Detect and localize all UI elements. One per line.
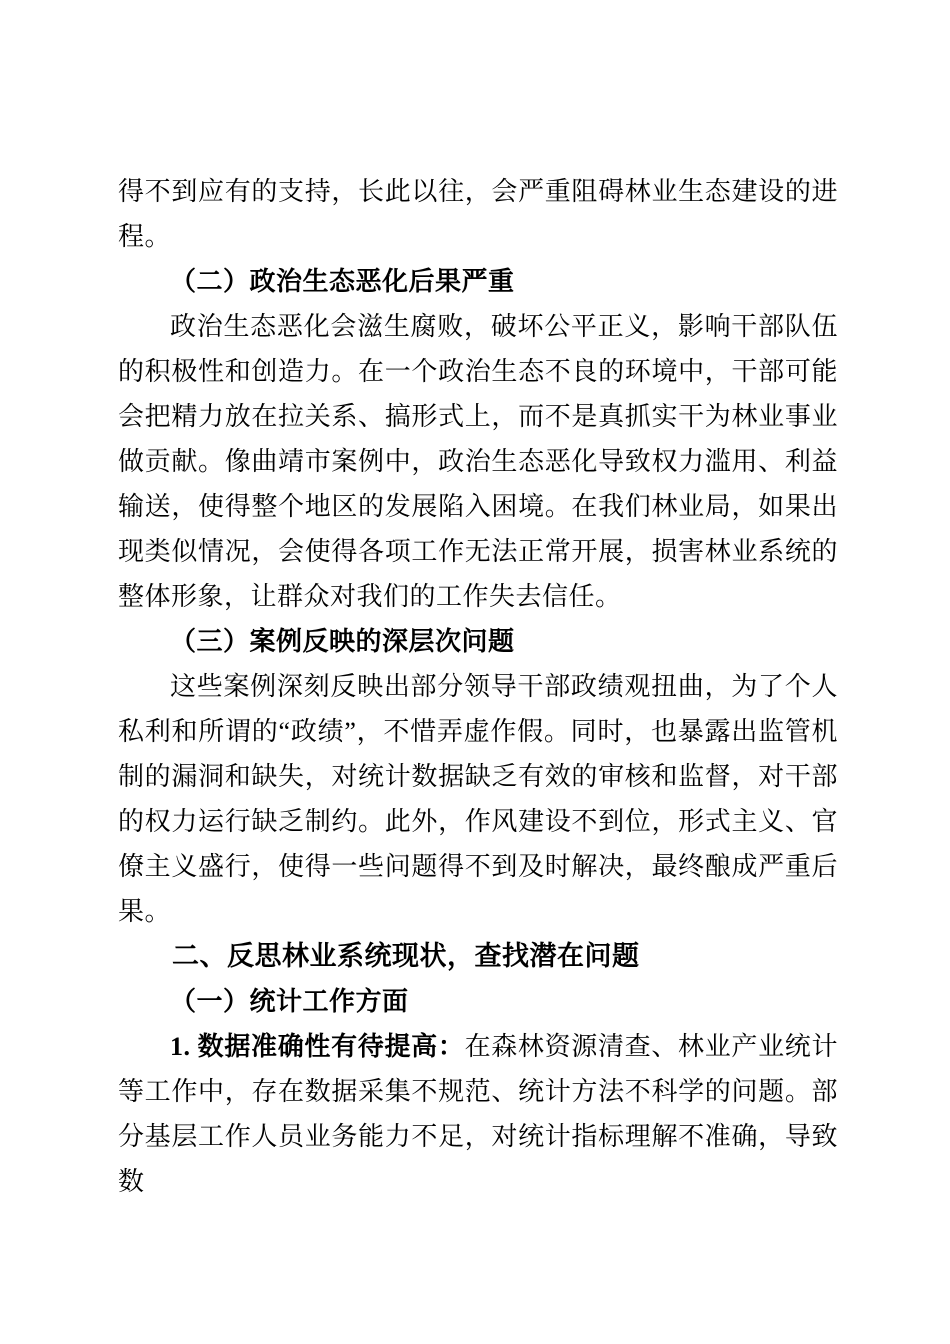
body-paragraph-deep-issues: 这些案例深刻反映出部分领导干部政绩观扭曲，为了个人私利和所谓的“政绩”，不惜弄虚作假。同时，也暴露出监管机制的漏洞和缺失，对统计数据缺乏有效的审核和监督，对干部的权力运行缺乏制约。此外，作风建设不到位，形式主义、官僚主义盛行，使得一些问题得不到及时解决，最终酿成严重后果。 [118,672,838,926]
numbered-item-text: 在森林资源清查、林业产业统计等工作中，存在数据采集不规范、统计方法不科学的问题。部分基层工作人员业务能力不足，对统计指标理解不准确，导致数 [118,1032,838,1196]
section-heading-part-two: 二、反思林业系统现状，查找潜在问题 [172,941,640,971]
subsection-heading-3: （三）案例反映的深层次问题 [170,627,515,656]
subsection-heading-2: （二）政治生态恶化后果严重 [170,267,515,296]
numbered-item-lead: 1. 数据准确性有待提高： [170,1032,465,1061]
numbered-item-1 [118,1024,838,1204]
body-paragraph-political-ecology: 政治生态恶化会滋生腐败，破坏公平正义，影响干部队伍的积极性和创造力。在一个政治生态不良的环境中，干部可能会把精力放在拉关系、搞形式上，而不是真抓实干为林业事业做贡献。像曲靖市案例中，政治生态恶化导致权力滥用、利益输送，使得整个地区的发展陷入困境。在我们林业局，如果出现类似情况，会使得各项工作无法正常开展，损害林业系统的整体形象，让群众对我们的工作失去信任。 [118,312,838,611]
subsection-heading-1: （一）统计工作方面 [170,987,409,1016]
paragraph-continuation: 得不到应有的支持，长此以往，会严重阻碍林业生态建设的进程。 [118,177,838,251]
